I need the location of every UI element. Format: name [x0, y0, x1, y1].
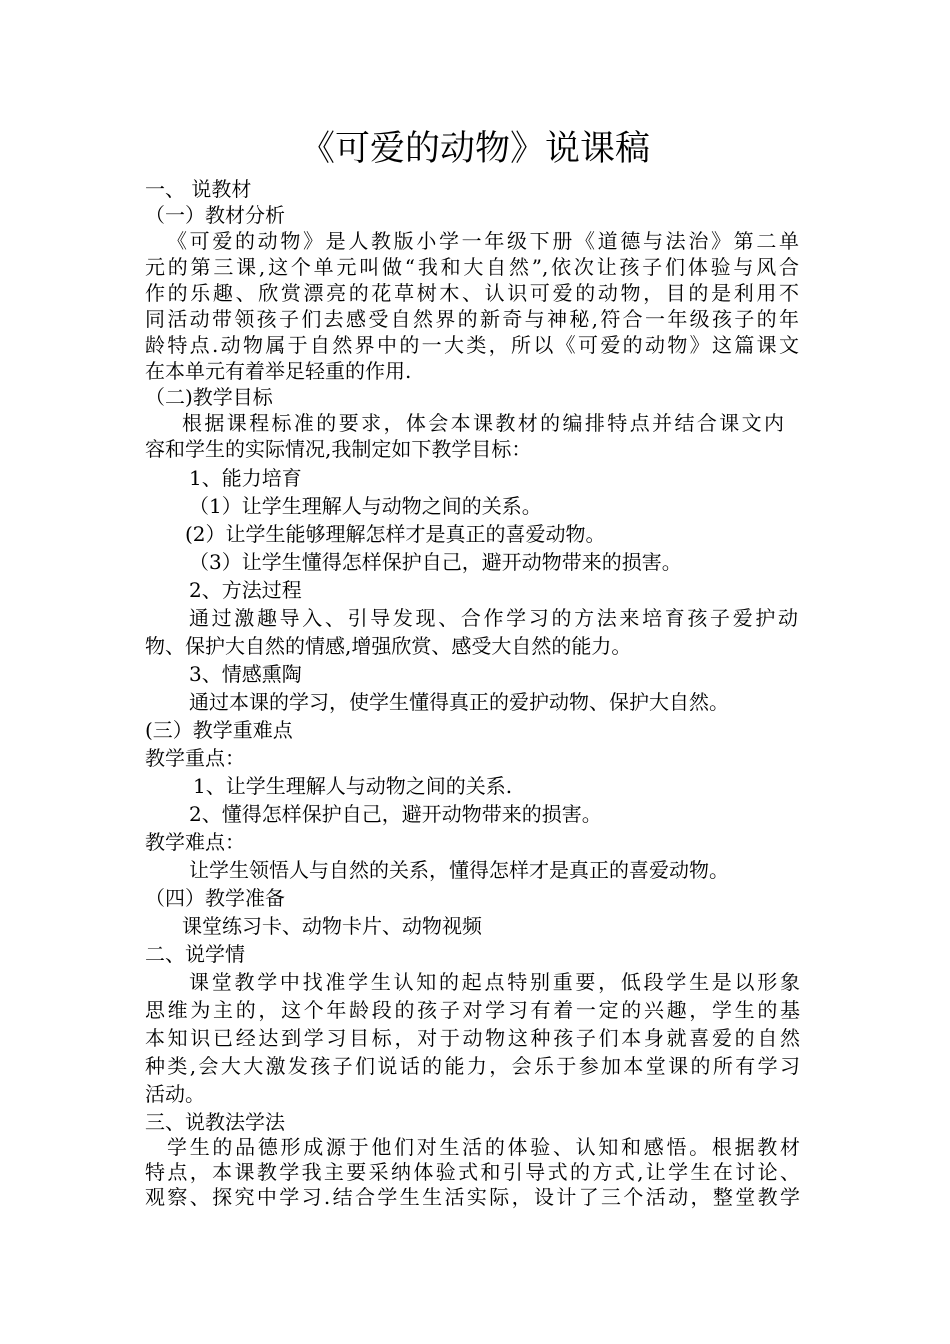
paragraph-line: 特点，本课教学我主要采纳体验式和引导式的方式,让学生在讨论、: [145, 1160, 800, 1184]
subsection-heading-1-4: （四）教学准备: [145, 886, 285, 910]
paragraph-line: 同活动带领孩子们去感受自然界的新奇与神秘,符合一年级孩子的年: [145, 307, 799, 331]
paragraph-line: 课堂练习卡、动物卡片、动物视频: [182, 914, 482, 938]
paragraph-line: 种类,会大大激发孩子们说话的能力，会乐于参加本堂课的所有学习: [145, 1054, 800, 1078]
document-title: 《可爱的动物》说课稿: [299, 129, 650, 169]
list-heading: 1、能力培育: [189, 466, 302, 490]
paragraph-line: 在本单元有着举足轻重的作用.: [145, 359, 412, 383]
paragraph-line: 通过激趣导入、引导发现、合作学习的方法来培育孩子爱护动: [189, 606, 798, 630]
subsection-heading-1-2: （二)教学目标: [145, 385, 273, 409]
section-heading-1: 一、 说教材: [145, 177, 252, 201]
paragraph-line: 学生的品德形成源于他们对生活的体验、认知和感悟。根据教材: [167, 1135, 800, 1159]
paragraph-line: 作的乐趣、欣赏漂亮的花草树木、认识可爱的动物，目的是利用不: [145, 281, 799, 305]
paragraph-line: 活动。: [145, 1082, 205, 1106]
list-heading: 2、方法过程: [189, 578, 302, 602]
paragraph-line: 让学生领悟人与自然的关系，懂得怎样才是真正的喜爱动物。: [189, 858, 729, 882]
paragraph-line: 容和学生的实际情况,我制定如下教学目标：: [145, 437, 532, 461]
label-line: 教学重点：: [145, 746, 245, 770]
section-heading-2: 二、说学情: [145, 942, 245, 966]
paragraph-line: 根据课程标准的要求，体会本课教材的编排特点并结合课文内: [182, 411, 784, 435]
list-item: （1）让学生理解人与动物之间的关系。: [189, 494, 542, 518]
subsection-heading-1-1: （一）教材分析: [145, 203, 285, 227]
section-heading-3: 三、说教法学法: [145, 1110, 285, 1134]
list-item: (2）让学生能够理解怎样才是真正的喜爱动物。: [185, 522, 606, 546]
paragraph-line: 思维为主的，这个年龄段的孩子对学习有着一定的兴趣，学生的基: [145, 998, 800, 1022]
paragraph-line: 物、保护大自然的情感,增强欣赏、感受大自然的能力。: [145, 634, 632, 658]
paragraph-line: 《可爱的动物》是人教版小学一年级下册《道德与法治》第二单: [167, 229, 799, 253]
list-item: （3）让学生懂得怎样保护自己，避开动物带来的损害。: [189, 550, 682, 574]
list-item: 2、懂得怎样保护自己，避开动物带来的损害。: [189, 802, 602, 826]
paragraph-line: 课堂教学中找准学生认知的起点特别重要，低段学生是以形象: [189, 970, 800, 994]
paragraph-line: 元的第三课,这个单元叫做“我和大自然”,依次让孩子们体验与风合: [145, 255, 799, 279]
list-item: 1、让学生理解人与动物之间的关系.: [193, 774, 513, 798]
label-line: 教学难点：: [145, 830, 245, 854]
paragraph-line: 龄特点.动物属于自然界中的一大类，所以《可爱的动物》这篇课文: [145, 333, 799, 357]
paragraph-line: 观察、探究中学习.结合学生生活实际，设计了三个活动，整堂教学: [145, 1185, 800, 1209]
paragraph-line: 本知识已经达到学习目标，对于动物这种孩子们本身就喜爱的自然: [145, 1026, 800, 1050]
list-heading: 3、情感熏陶: [189, 662, 302, 686]
paragraph-line: 通过本课的学习，使学生懂得真正的爱护动物、保护大自然。: [189, 690, 729, 714]
subsection-heading-1-3: (三）教学重难点: [145, 718, 293, 742]
